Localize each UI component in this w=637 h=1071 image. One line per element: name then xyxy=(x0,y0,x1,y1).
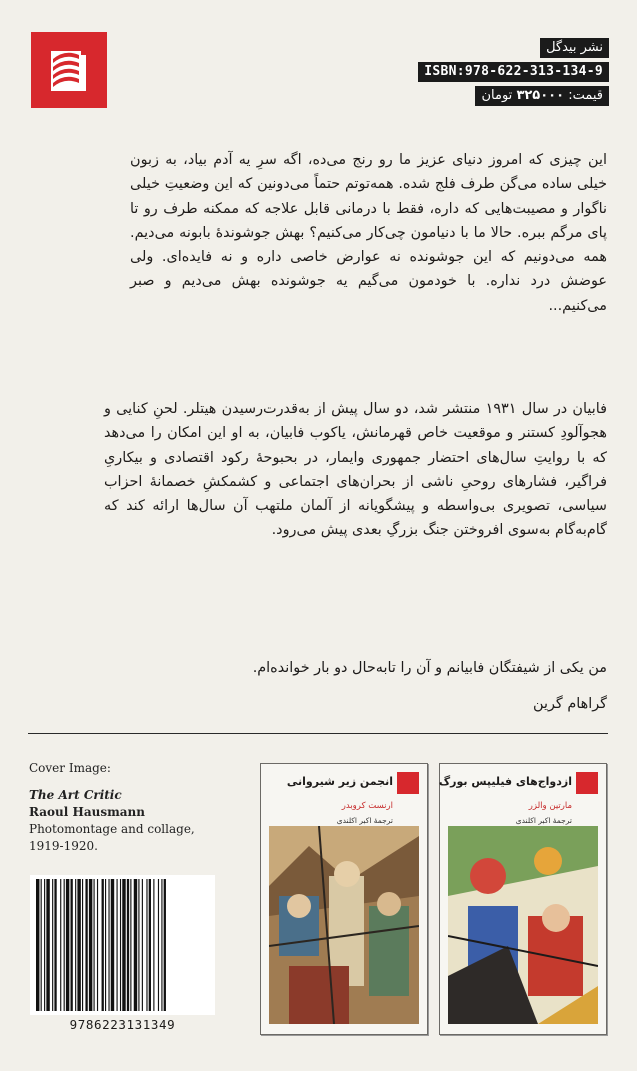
related-book-title: ازدواج‌های فیلیپس بورگ xyxy=(438,775,572,788)
isbn: ISBN:978-622-313-134-9 xyxy=(418,62,609,82)
publisher-name: نشر بیدگل xyxy=(540,38,609,58)
barcode-bar xyxy=(102,879,104,1011)
barcode-bar xyxy=(60,879,61,1011)
book-publisher-logo-icon xyxy=(397,772,419,794)
barcode-bar xyxy=(164,879,166,1011)
barcode-bar xyxy=(66,879,69,1011)
book-cover-artwork xyxy=(448,826,598,1024)
barcode-bar xyxy=(120,879,121,1011)
quote-author: گراهام گرین xyxy=(533,696,607,712)
barcode-bar xyxy=(105,879,106,1011)
barcode-bar xyxy=(142,879,143,1011)
barcode-bar xyxy=(130,879,131,1011)
quote xyxy=(107,650,607,722)
barcode-bar xyxy=(97,879,98,1011)
related-book-title: انجمن زیر شیروانی xyxy=(286,775,393,788)
barcode-bar xyxy=(149,879,151,1011)
related-book-1 xyxy=(260,763,428,1035)
barcode-bar xyxy=(36,879,39,1011)
cover-credit-caption: Cover Image: xyxy=(29,761,111,775)
barcode-bar xyxy=(158,879,159,1011)
barcode-bar xyxy=(117,879,118,1011)
book-publisher-logo-icon xyxy=(576,772,598,794)
price xyxy=(475,86,609,106)
cover-credit xyxy=(29,760,195,855)
barcode-bar xyxy=(161,879,162,1011)
book-cover-artwork xyxy=(269,826,419,1024)
barcode-bar xyxy=(52,879,53,1011)
divider xyxy=(28,733,608,734)
barcode-bar xyxy=(44,879,45,1011)
artist-name: Raoul Hausmann xyxy=(29,805,146,819)
barcode-bar xyxy=(77,879,80,1011)
related-book-translator: ترجمهٔ اکبر اکلندی xyxy=(515,816,572,825)
barcode-bar xyxy=(89,879,92,1011)
barcode xyxy=(30,875,215,1015)
barcode-bar xyxy=(94,879,95,1011)
barcode-bar xyxy=(138,879,139,1011)
blurb-paragraph-2: فابیان در سال ۱۹۳۱ منتشر شد، دو سال پیش از به‌قدرت‌رسیدن هیتلر. لحنِ کنایی و هجوآلودِ کستنر و موقعیت خاص قهرمانش، یاکوب فابیان، به او این امکان را می‌دهد که با روایتِ سال‌های احتضار جمهوری وایمار، در بحبوحهٔ رکود اقتصادی و بیکاریِ فراگیر، فشارهای روحیِ ناشی از بحران‌های اجتماعی و کشمکشِ خصمانهٔ احزاب سیاسی، تصویری بی‌واسطه و پیشگویانه از آلمان ملتهب آن سال‌ها ارائه کند که گام‌به‌گام به‌سوی افروختن جنگ بزرگِ بعدی پیش می‌رود. xyxy=(104,401,607,539)
barcode-bar xyxy=(127,879,129,1011)
artwork-medium: Photomontage and collage, xyxy=(29,822,195,836)
price-unit: تومان xyxy=(481,88,513,103)
publisher-logo-icon xyxy=(45,45,93,95)
artwork-years: 1919-1920. xyxy=(29,839,98,853)
barcode-bar xyxy=(134,879,137,1011)
publisher-info xyxy=(418,38,609,110)
barcode-bar xyxy=(46,879,49,1011)
barcode-bar xyxy=(41,879,42,1011)
price-label: قیمت: xyxy=(568,88,603,103)
barcode-bar xyxy=(111,879,114,1011)
barcode-bar xyxy=(82,879,83,1011)
barcode-bar xyxy=(54,879,56,1011)
price-value: ۳۲۵۰۰۰ xyxy=(516,88,565,103)
related-book-author: مارتین والزر xyxy=(528,801,572,811)
artwork-title: The Art Critic xyxy=(29,788,122,802)
barcode-bar xyxy=(64,879,65,1011)
quote-text: من یکی از شیفتگان فابیانم و آن را تا‌به‌حال دو بار خوانده‌ام. xyxy=(252,660,607,676)
barcode-bar xyxy=(153,879,154,1011)
barcode-bar xyxy=(146,879,147,1011)
related-book-2 xyxy=(439,763,607,1035)
barcode-bar xyxy=(75,879,76,1011)
barcode-number: 9786223131349 xyxy=(69,1017,176,1032)
barcode-bar xyxy=(85,879,87,1011)
barcode-bars xyxy=(30,875,215,1015)
barcode-bar xyxy=(71,879,73,1011)
publisher-logo xyxy=(31,32,107,108)
blurb-paragraph-1: این چیزی که امروز دنیای عزیز ما رو رنج می‌ده، اگه سرِ یه آدم بیاد، به زبون خیلی ساده می‌گن طرف فلج شده. همه‌توتم حتماً می‌دونین که این وضعیتِ خیلی ناگوار و مصیبت‌هایی که داره، فقط با درمانی قابل علاجه که ممکنه طرف رو تا پای مرگم ببره. حالا ما با دنیامون چی‌کار می‌کنیم؟ بهش جوشوندهٔ بابونه می‌دیم. همه می‌دونیم که این جوشونده نه عوارض خاصی داره و نه فایده‌ای. ولی عوضش درد نداره. با خودمون می‌گیم یه جوشونده بهش می‌دیم و صبر می‌کنیم... xyxy=(130,152,607,314)
barcode-bar xyxy=(122,879,125,1011)
related-book-author: ارنست کروبدر xyxy=(341,801,393,811)
related-book-translator: ترجمهٔ اکبر اکلندی xyxy=(336,816,393,825)
barcode-bar xyxy=(108,879,109,1011)
